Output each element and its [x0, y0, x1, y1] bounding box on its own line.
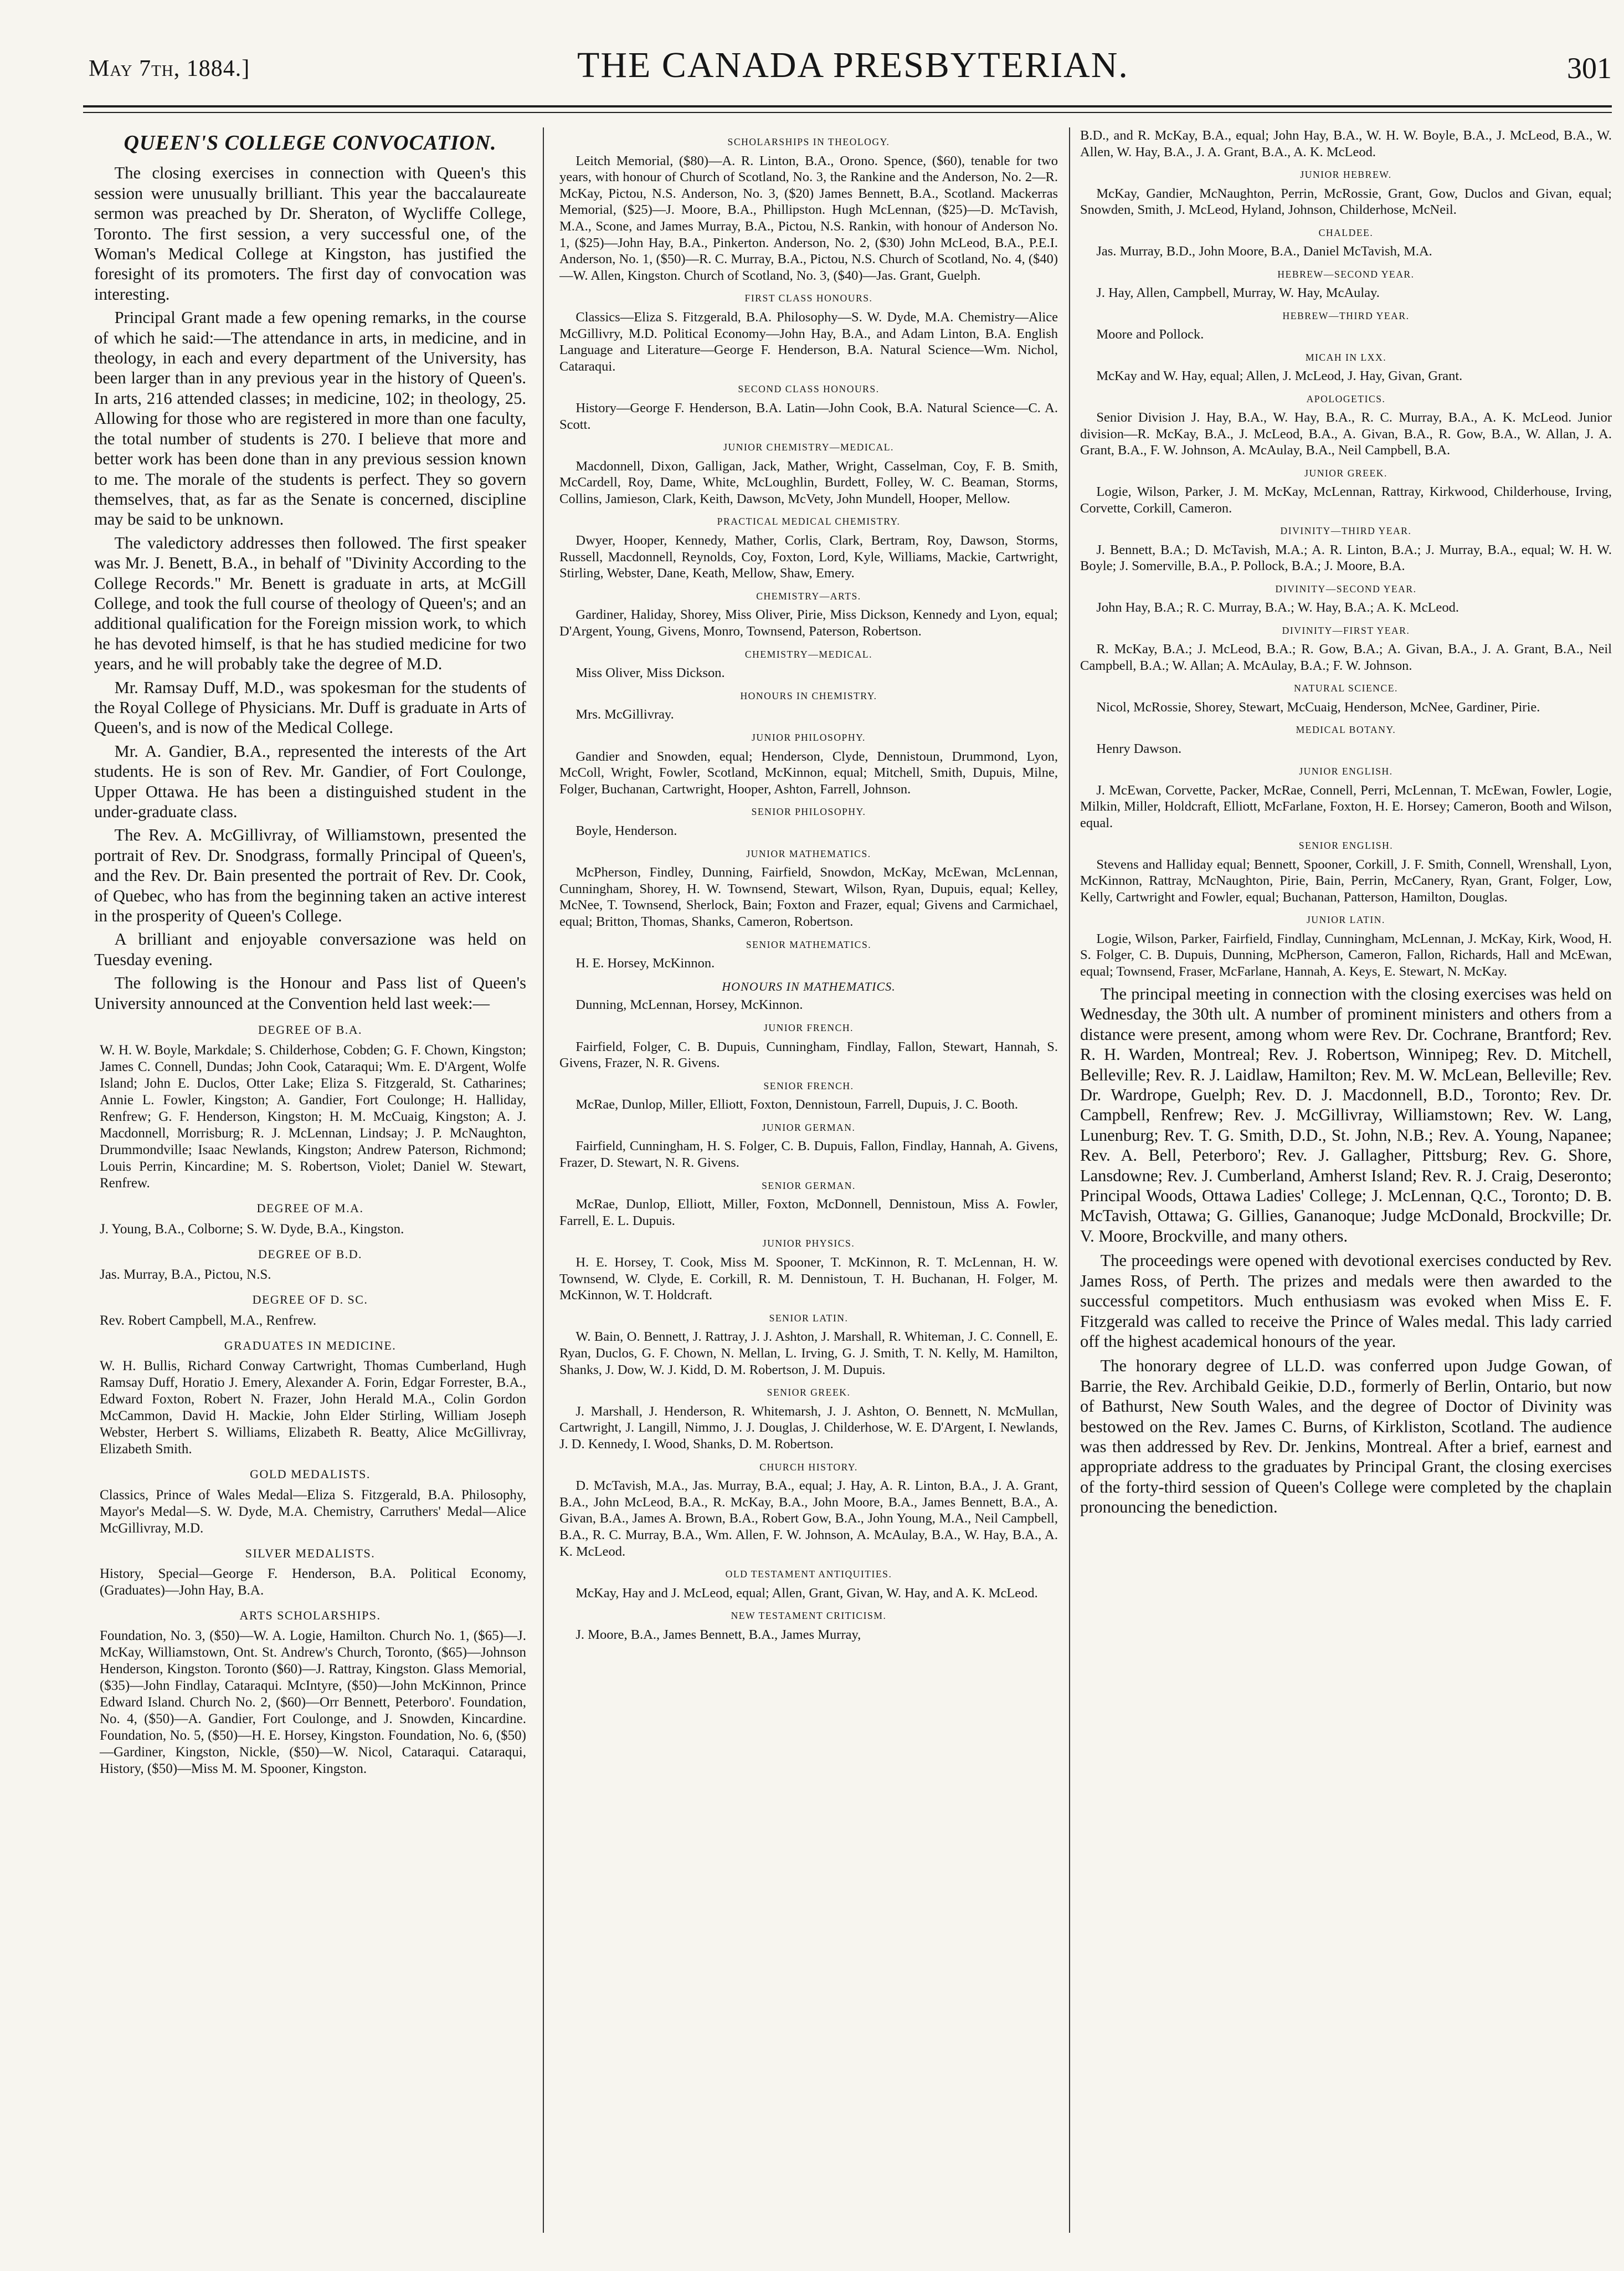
- list-heading: NEW TESTAMENT CRITICISM.: [731, 1610, 887, 1622]
- article-title: QUEEN'S COLLEGE CONVOCATION.: [124, 131, 497, 155]
- article-paragraph: The following is the Honour and Pass list of Queen's University announced at the Convention held last week:—: [94, 973, 526, 1013]
- list-heading: DEGREE OF B.D.: [258, 1247, 363, 1261]
- list-heading: DEGREE OF B.A.: [258, 1023, 363, 1037]
- list-entry: B.D., and R. McKay, B.A., equal; John Hay, B.A., W. H. W. Boyle, B.A., J. McLeod, B.A., W. Allen, W. Hay, B.A., J. A. Grant, B.A., A. K. McLeod.: [1080, 128, 1612, 160]
- list-entry: Fairfield, Cunningham, H. S. Folger, C. B. Dupuis, Fallon, Findlay, Hannah, A. Givens, Frazer, D. Stewart, N. R. Givens.: [559, 1139, 1058, 1171]
- article-paragraph: A brilliant and enjoyable conversazione was held on Tuesday evening.: [94, 930, 526, 969]
- list-entry: R. McKay, B.A.; J. McLeod, B.A.; R. Gow, B.A.; A. Givan, B.A., J. A. Grant, B.A., Neil Campbell, B.A.; W. Allan; A. McAulay, B.A.; F. W. Johnson.: [1080, 642, 1612, 673]
- list-entry: J. Marshall, J. Henderson, R. Whitemarsh, J. J. Ashton, O. Bennett, N. McMullan, Cartwright, J. Langill, Nimmo, J. J. Douglas, J. Childerhose, W. E. D'Argent, I. Newlands, J. D. Kennedy, I. Wood, Shanks, D. M. Robertson.: [559, 1403, 1058, 1452]
- list-heading: SCHOLARSHIPS IN THEOLOGY.: [727, 136, 890, 147]
- list-entry: McKay, Hay and J. McLeod, equal; Allen, Grant, Givan, W. Hay, and A. K. McLeod.: [575, 1585, 1038, 1601]
- list-entry: J. Bennett, B.A.; D. McTavish, M.A.; A. R. Linton, B.A.; J. Murray, B.A., equal; W. H. W. Boyle; J. Somerville, B.A., P. Pollock, B.A.; J. Moore, B.A.: [1080, 542, 1612, 573]
- list-heading: CHALDEE.: [1318, 227, 1374, 238]
- list-entry: History, Special—George F. Henderson, B.A. Political Economy, (Graduates)—John Hay, B.A.: [100, 1566, 526, 1598]
- list-entry: John Hay, B.A.; R. C. Murray, B.A.; W. Hay, B.A.; A. K. McLeod.: [1096, 600, 1459, 615]
- list-entry: Macdonnell, Dixon, Galligan, Jack, Mather, Wright, Casselman, Coy, F. B. Smith, McCardell, Roy, Dame, White, McLoughlin, Burdett, Folley, W. C. Beaman, Storms, Collins, Jamieson, Clark, Keith, Dawson, McVety, John Mundell, Hooper, Mellow.: [559, 458, 1058, 506]
- list-entry: Henry Dawson.: [1096, 741, 1182, 756]
- list-heading: HONOURS IN MATHEMATICS.: [722, 979, 896, 993]
- page-number: 301: [1567, 52, 1612, 85]
- list-heading: JUNIOR GREEK.: [1304, 467, 1387, 479]
- list-entry: H. E. Horsey, McKinnon.: [575, 956, 715, 971]
- list-entry: Miss Oliver, Miss Dickson.: [575, 665, 725, 681]
- list-entry: Dunning, McLennan, Horsey, McKinnon.: [575, 997, 803, 1013]
- list-heading: JUNIOR PHYSICS.: [762, 1238, 855, 1249]
- list-heading: SILVER MEDALISTS.: [245, 1546, 376, 1560]
- article-column-2: [559, 127, 1058, 2244]
- list-heading: SECOND CLASS HONOURS.: [738, 383, 880, 395]
- list-heading: SENIOR GREEK.: [767, 1387, 851, 1398]
- issue-date: May 7th, 1884.]: [89, 56, 250, 81]
- list-heading: MEDICAL BOTANY.: [1296, 724, 1396, 735]
- list-entry: J. McEwan, Corvette, Packer, McRae, Connell, Perri, McLennan, T. McEwan, Fowler, Logie, Milkin, Miller, Holdcraft, Elliott, McFarlane, Foxton, H. E. Horsey; Cameron, Booth and Wilson, equal.: [1080, 782, 1612, 831]
- article-paragraph: Mr. A. Gandier, B.A., represented the interests of the Art students. He is son of Rev. Mr. Gandier, of Fort Coulonge, Upper Ottawa. He has been a distinguished student in the under-graduate class.: [94, 741, 526, 821]
- list-entry: Moore and Pollock.: [1096, 327, 1204, 342]
- list-heading: SENIOR LATIN.: [769, 1312, 849, 1324]
- list-entry: W. H. Bullis, Richard Conway Cartwright, Thomas Cumberland, Hugh Ramsay Duff, Horatio J. Emery, Alexander A. Forin, Edgar Forrester, B.A., Edward Foxton, Robert N. Frazer, John Herald M.A., Colin Gordon McCammon, David H. Mackie, John Elder Stirling, William Joseph Webster, Herbert S. Williams, Elizabeth R. Beatty, Alice McGillivray, Elizabeth Smith.: [100, 1359, 526, 1457]
- list-heading: SENIOR PHILOSOPHY.: [751, 806, 866, 818]
- list-entry: D. McTavish, M.A., Jas. Murray, B.A., equal; J. Hay, A. R. Linton, B.A., J. A. Grant, B.A., John McLeod, B.A., R. McKay, B.A., John Moore, B.A., James Bennett, B.A., A. Givan, B.A., James A. Brown, B.A., Robert Gow, B.A., John Young, M.A., Neil Campbell, B.A., R. C. Murray, B.A., Wm. Allen, F. W. Johnson, A. McAulay, B.A., W. Hay, B.A., A. K. McLeod.: [559, 1478, 1058, 1559]
- column-divider: [543, 127, 544, 2233]
- list-entry: Logie, Wilson, Parker, Fairfield, Findlay, Cunningham, McLennan, J. McKay, Kirk, Wood, H. S. Folger, C. B. Dupuis, Dunning, McPherson, Cameron, Fallon, Richards, Hall and McEwan, equal; Townsend, Fraser, McFarlane, Hannah, A. Keys, E. Stewart, N. McKay.: [1080, 931, 1612, 979]
- article-paragraph: The principal meeting in connection with the closing exercises was held on Wednesday, the 30th ult. A number of prominent ministers and others from a distance were present, among whom were Rev. Dr. Cochrane, Brantford; Rev. R. H. Warden, Montreal; Rev. J. Robertson, Winnipeg; Rev. D. Mitchell, Belleville; Rev. R. J. Laidlaw, Hamilton; Rev. M. W. McLean, Belleville; Rev. Dr. Wardrope, Guelph; Rev. D. J. Macdonnell, B.D., Toronto; Rev. Dr. Campbell, Renfrew; Rev. J. McGillivray, Williamstown; Rev. W. Lang, Lunenburg; Rev. T. G. Smith, D.D., St. John, N.B.; Rev. A. Young, Napanee; Rev. A. Bell, Peterboro'; Rev. J. Gallagher, Pittsburg; Rev. G. Shore, Lansdowne; Rev. J. Cumberland, Amherst Island; Rev. R. J. Craig, Deseronto; Principal Woods, Ottawa Ladies' College; J. McLennan, Q.C., Toronto; D. B. McTavish, Ottawa; G. Gillies, Gananoque; Judge McDonald, Brockville; Dr. V. Moore, Brockville, and many others.: [1080, 985, 1612, 1245]
- list-heading: PRACTICAL MEDICAL CHEMISTRY.: [717, 516, 901, 527]
- list-entry: J. Moore, B.A., James Bennett, B.A., James Murray,: [575, 1627, 861, 1642]
- list-entry: McPherson, Findley, Dunning, Fairfield, Snowdon, McKay, McEwan, McLennan, Cunningham, Shorey, H. W. Townsend, Stewart, Wilson, Ryan, Dupuis, equal; Kelley, McNee, T. Townsend, Sherlock, Bain; Foxton and Frazer, equal; Givens and Carmichael, equal; Britton, Thomas, Shanks, Cameron, Robertson.: [559, 865, 1058, 929]
- list-entry: Boyle, Henderson.: [575, 823, 677, 838]
- list-entry: Logie, Wilson, Parker, J. M. McKay, McLennan, Rattray, Kirkwood, Childerhouse, Irving, Corvette, Corkill, Cameron.: [1080, 484, 1612, 516]
- list-heading: NATURAL SCIENCE.: [1294, 683, 1398, 694]
- list-entry: McRae, Dunlop, Elliott, Miller, Foxton, McDonnell, Dennistoun, Miss A. Fowler, Farrell, E. L. Dupuis.: [559, 1197, 1058, 1228]
- list-entry: McKay and W. Hay, equal; Allen, J. McLeod, J. Hay, Givan, Grant.: [1096, 368, 1463, 383]
- list-entry: Foundation, No. 3, ($50)—W. A. Logie, Hamilton. Church No. 1, ($65)—J. McKay, Williamstown, Ont. St. Andrew's Church, Toronto, ($65)—Johnson Henderson, Kingston. Toronto ($60)—J. Rattray, Kingston. Glass Memorial, ($35)—John Findlay, Cataraqui. McIntyre, ($50)—John McKinnon, Prince Edward Island. Church No. 2, ($60)—Orr Bennett, Peterboro'. Foundation, No. 4, ($50)—A. Gandier, Fort Coulonge, and J. Snowden, Kincardine. Foundation, No. 5, ($50)—H. E. Horsey, Kingston. Foundation, No. 6, ($50)—Gardiner, Kingston, Nickle, ($50)—W. Nicol, Cataraqui. Cataraqui, History, ($50)—Miss M. M. Spooner, Kingston.: [100, 1628, 526, 1777]
- article-paragraph: The Rev. A. McGillivray, of Williamstown, presented the portrait of Rev. Dr. Snodgrass, formally Principal of Queen's, and the Rev. Dr. Bain presented the portrait of Rev. Dr. Cook, of Quebec, who has from the beginning taken an active interest in the prosperity of Queen's College.: [94, 826, 526, 926]
- header-rule-thin: [83, 112, 1612, 113]
- list-heading: SENIOR FRENCH.: [763, 1080, 854, 1091]
- list-heading: HEBREW—THIRD YEAR.: [1282, 310, 1410, 321]
- list-heading: JUNIOR CHEMISTRY—MEDICAL.: [723, 442, 894, 453]
- list-entry: Gandier and Snowden, equal; Henderson, Clyde, Dennistoun, Drummond, Lyon, McColl, Wright, Fowler, Scotland, McKinnon, equal; Mitchell, Smith, Dupuis, Milne, Folger, Buchanan, Cartwright, Hooper, Ashton, Farrell, Johnson.: [559, 749, 1058, 797]
- list-heading: DEGREE OF D. SC.: [252, 1293, 368, 1307]
- list-entry: Fairfield, Folger, C. B. Dupuis, Cunningham, Findlay, Fallon, Stewart, Hannah, S. Givens, Frazer, N. R. Givens.: [559, 1039, 1058, 1071]
- list-entry: Stevens and Halliday equal; Bennett, Spooner, Corkill, J. F. Smith, Connell, Wrenshall, Lyon, McKinnon, Rattray, McNaughton, Pirie, Bain, Perrin, McCanery, Ryan, Grant, Folger, Low, Kelly, Cartwright and Fowler, equal; Buchanan, Patterson, Hamilton, Douglas.: [1080, 857, 1612, 905]
- list-entry: W. H. W. Boyle, Markdale; S. Childerhose, Cobden; G. F. Chown, Kingston; James C. Connell, Dundas; John Cook, Cataraqui; Wm. E. D'Argent, Wolfe Island; John E. Duclos, Otter Lake; Eliza S. Fitzgerald, St. Catharines; Annie L. Fowler, Kingston; A. Gandier, Fort Coulonge; H. Halliday, Renfrew; G. F. Henderson, Kingston; H. M. McCuaig, Kingston; A. J. Macdonnell, Morrisburg; R. J. McLennan, Lindsay; J. P. McNaughton, Drummondville; Isaac Newlands, Kingston; Andrew Paterson, Richmond; Louis Perrin, Kincardine; M. S. Robertson, Violet; Daniel W. Stewart, Renfrew.: [100, 1043, 526, 1191]
- list-entry: H. E. Horsey, T. Cook, Miss M. Spooner, T. McKinnon, R. T. McLennan, H. W. Townsend, W. Clyde, E. Corkill, R. M. Dennistoun, T. H. Buchanan, H. Folger, M. McKinnon, W. T. Holdcraft.: [559, 1255, 1058, 1303]
- list-entry: Mrs. McGillivray.: [575, 707, 674, 722]
- list-entry: Leitch Memorial, ($80)—A. R. Linton, B.A., Orono. Spence, ($60), tenable for two years, with honour of Church of Scotland, No. 3, the Rankine and the Anderson, No. 2—R. McKay, Pictou, N.S. Anderson, No. 3, ($20) James Bennett, B.A., Scotland. Mackerras Memorial, ($25)—J. Moore, B.A., Phillipston. Hugh McLennan, ($25)—D. McTavish, M.A., Scone, and James Murray, B.A., Pictou, N.S. Rankin, with honour of Anderson No. 1, ($25)—John Hay, B.A., Pinkerton. Anderson, No. 2, ($30) John McLeod, B.A., P.E.I. Anderson, No. 1, ($50)—R. C. Murray, B.A., Pictou, N.S. Church of Scotland, No. 4, ($40)—W. Allen, Kingston. Church of Scotland, No. 3, ($40)—Jas. Grant, Guelph.: [559, 153, 1058, 283]
- list-heading: GOLD MEDALISTS.: [250, 1467, 371, 1481]
- list-heading: ARTS SCHOLARSHIPS.: [239, 1608, 381, 1622]
- list-entry: Jas. Murray, B.A., Pictou, N.S.: [100, 1267, 271, 1283]
- list-heading: DIVINITY—SECOND YEAR.: [1275, 583, 1417, 594]
- list-entry: History—George F. Henderson, B.A. Latin—John Cook, B.A. Natural Science—C. A. Scott.: [559, 400, 1058, 432]
- article-paragraph: The proceedings were opened with devotional exercises conducted by Rev. James Ross, of Perth. The prizes and medals were then awarded to the successful competitors. Much enthusiasm was evoked when Miss E. F. Fitzgerald was called to receive the Prince of Wales medal. This lady carried off the highest academical honours of the year.: [1080, 1251, 1612, 1351]
- list-heading: FIRST CLASS HONOURS.: [744, 293, 873, 304]
- list-heading: SENIOR ENGLISH.: [1298, 840, 1394, 851]
- list-heading: APOLOGETICS.: [1306, 393, 1386, 404]
- list-heading: JUNIOR HEBREW.: [1300, 169, 1392, 180]
- list-heading: JUNIOR PHILOSOPHY.: [752, 732, 866, 743]
- article-paragraph: The closing exercises in connection with Queen's this session were unusually brilliant. This year the baccalaureate sermon was preached by Dr. Sheraton, of Wycliffe College, Toronto. The first session, a very successful one, of the Woman's Medical College at Kingston, has justified the foresight of its promoters. The first day of convocation was interesting.: [94, 163, 526, 304]
- list-heading: SENIOR MATHEMATICS.: [746, 939, 872, 950]
- page-header: [83, 44, 1623, 105]
- masthead-title: THE CANADA PRESBYTERIAN.: [577, 45, 1129, 85]
- list-entry: J. Young, B.A., Colborne; S. W. Dyde, B.A., Kingston.: [100, 1221, 404, 1237]
- list-heading: JUNIOR MATHEMATICS.: [746, 848, 871, 859]
- list-heading: JUNIOR LATIN.: [1307, 914, 1385, 925]
- list-heading: HONOURS IN CHEMISTRY.: [740, 690, 877, 701]
- article-paragraph: The valedictory addresses then followed. The first speaker was Mr. J. Benett, B.A., in behalf of "Divinity According to the College Records." Mr. Benett is graduate in arts, at McGill College, and took the full course of theology of Queen's; and an additional qualification for the Foreign mission work, to which he has devoted himself, is that he has studied medicine for two years, and he will probably take the degree of M.D.: [94, 533, 526, 674]
- list-heading: DIVINITY—FIRST YEAR.: [1282, 624, 1410, 636]
- article-column-3: [1080, 127, 1612, 2244]
- list-heading: CHEMISTRY—MEDICAL.: [744, 648, 873, 660]
- article-column-1: [94, 127, 526, 2244]
- list-heading: JUNIOR FRENCH.: [763, 1022, 854, 1033]
- column-divider: [1069, 127, 1070, 2233]
- list-heading: JUNIOR ENGLISH.: [1299, 766, 1393, 777]
- list-heading: HEBREW—SECOND YEAR.: [1277, 268, 1415, 280]
- header-rule: [83, 105, 1612, 107]
- list-entry: W. Bain, O. Bennett, J. Rattray, J. J. Ashton, J. Marshall, R. Whiteman, J. C. Connell, E. Ryan, Duclos, G. F. Chown, N. Mellan, L. Irving, G. J. Smith, T. N. Kelly, M. Hamilton, Shanks, J. Dow, W. J. Kidd, D. M. Robertson, J. M. Dupuis.: [559, 1329, 1058, 1377]
- list-heading: SENIOR GERMAN.: [762, 1180, 856, 1191]
- article-paragraph: Mr. Ramsay Duff, M.D., was spokesman for the students of the Royal College of Physicians. Mr. Duff is graduate in Arts of Queen's, and is now of the Medical College.: [94, 678, 526, 737]
- list-entry: J. Hay, Allen, Campbell, Murray, W. Hay, McAulay.: [1096, 285, 1380, 300]
- list-entry: McKay, Gandier, McNaughton, Perrin, McRossie, Grant, Gow, Duclos and Givan, equal; Snowden, Smith, J. McLeod, Hyland, Johnson, Childerhose, McNeil.: [1080, 186, 1612, 217]
- list-entry: Dwyer, Hooper, Kennedy, Mather, Corlis, Clark, Bertram, Roy, Dawson, Storms, Russell, Macdonnell, Reynolds, Coy, Foxton, Lord, Kyle, Williams, Mackie, Cartwright, Stirling, Webster, Dane, Keath, Mellow, Shaw, Emery.: [559, 533, 1058, 581]
- article-paragraph: The honorary degree of LL.D. was conferred upon Judge Gowan, of Barrie, the Rev. Archibald Geikie, D.D., formerly of Berlin, Ontario, but now of Bathurst, New South Wales, and the degree of Doctor of Divinity was bestowed on the Rev. James C. Burns, of Kirkliston, Scotland. The audience was then addressed by Rev. Dr. Jenkins, Montreal. After a brief, earnest and appropriate address to the graduates by Principal Grant, the closing exercises of the forty-third session of Queen's College were completed by the chaplain pronouncing the benediction.: [1080, 1356, 1612, 1517]
- list-heading: DEGREE OF M.A.: [256, 1201, 364, 1216]
- list-entry: Classics, Prince of Wales Medal—Eliza S. Fitzgerald, B.A. Philosophy, Mayor's Medal—S. W. Dyde, M.A. Chemistry, Carruthers' Medal—Alice McGillivray, M.D.: [100, 1487, 526, 1536]
- list-entry: Classics—Eliza S. Fitzgerald, B.A. Philosophy—S. W. Dyde, M.A. Chemistry—Alice McGillivry, M.D. Political Economy—John Hay, B.A., and Adam Linton, B.A. English Language and Literature—George F. Henderson, B.A. Natural Science—Wm. Nichol, Cataraqui.: [559, 309, 1058, 374]
- list-entry: Rev. Robert Campbell, M.A., Renfrew.: [100, 1313, 317, 1328]
- list-entry: Gardiner, Haliday, Shorey, Miss Oliver, Pirie, Miss Dickson, Kennedy and Lyon, equal; D'Argent, Young, Givens, Monro, Townsend, Paterson, Robertson.: [559, 607, 1058, 639]
- list-heading: OLD TESTAMENT ANTIQUITIES.: [725, 1568, 892, 1580]
- list-heading: GRADUATES IN MEDICINE.: [224, 1338, 397, 1352]
- list-heading: CHURCH HISTORY.: [759, 1461, 858, 1473]
- list-entry: Nicol, McRossie, Shorey, Stewart, McCuaig, Henderson, McNee, Gardiner, Pirie.: [1096, 699, 1540, 715]
- list-entry: McRae, Dunlop, Miller, Elliott, Foxton, Dennistoun, Farrell, Dupuis, J. C. Booth.: [575, 1097, 1019, 1113]
- list-heading: DIVINITY—THIRD YEAR.: [1280, 525, 1412, 536]
- newspaper-page: [83, 44, 1624, 2255]
- list-heading: JUNIOR GERMAN.: [762, 1121, 856, 1133]
- list-heading: CHEMISTRY—ARTS.: [756, 590, 861, 602]
- list-heading: MICAH IN LXX.: [1305, 351, 1387, 363]
- list-entry: Jas. Murray, B.D., John Moore, B.A., Daniel McTavish, M.A.: [1096, 244, 1432, 259]
- article-paragraph: Principal Grant made a few opening remarks, in the course of which he said:—The attendance in arts, in medicine, and in theology, in each and every department of the University, has been larger than in any previous year in the history of Queen's. In arts, 216 attended classes; in medicine, 102; in theology, 25. Allowing for those who are registered in more than one faculty, the total number of students is 270. I believe that more and better work has been done than in any previous session known to me. The morale of the students is perfect. They so govern themselves, that, as far as the Senate is concerned, discipline may be said to be unknown.: [94, 308, 526, 529]
- list-entry: Senior Division J. Hay, B.A., W. Hay, B.A., R. C. Murray, B.A., A. K. McLeod. Junior division—R. McKay, B.A., J. McLeod, B.A., A. Givan, B.A., R. Gow, B.A., W. Allan, J. A. Grant, B.A., F. W. Johnson, A. McAulay, B.A., Neil Campbell, B.A.: [1080, 410, 1612, 458]
